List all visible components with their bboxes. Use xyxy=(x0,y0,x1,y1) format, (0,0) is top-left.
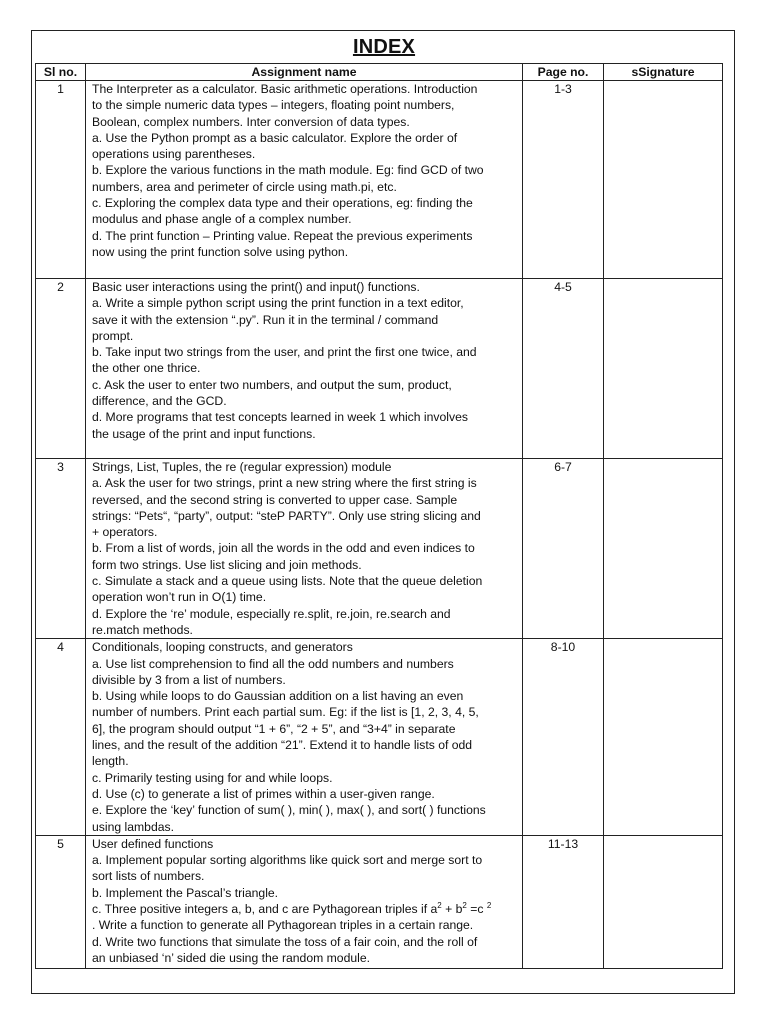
assignment-line: using lambdas. xyxy=(92,819,174,834)
table-row xyxy=(36,459,723,639)
assignment-line: User defined functions xyxy=(92,836,214,851)
sl-number-cell: 5 xyxy=(36,835,86,968)
assignment-line: Strings, List, Tuples, the re (regular expression) module xyxy=(92,460,392,474)
table-header-row xyxy=(36,64,723,81)
page-number-cell: 1-3 xyxy=(523,81,604,279)
assignment-line: b. From a list of words, join all the words in the odd and even indices to xyxy=(92,541,475,556)
assignment-line: numbers, area and perimeter of circle using math.pi, etc. xyxy=(92,179,397,194)
assignment-line: operation won’t run in O(1) time. xyxy=(92,590,267,605)
assignment-line: d. Write two functions that simulate the toss of a fair coin, and the roll of xyxy=(92,934,478,949)
table-row xyxy=(36,835,723,968)
signature-cell xyxy=(604,459,723,639)
signature-cell xyxy=(604,835,723,968)
assignment-line: + operators. xyxy=(92,525,158,540)
signature-cell xyxy=(604,279,723,459)
assignment-line: b. Implement the Pascal’s triangle. xyxy=(92,885,279,900)
assignment-line: length. xyxy=(92,754,129,769)
table-body xyxy=(36,81,723,969)
assignment-line: c. Exploring the complex data type and their operations, eg: finding the xyxy=(92,196,473,211)
header-page-no: Page no. xyxy=(523,64,604,81)
assignment-line: a. Ask the user for two strings, print a new string where the first string is xyxy=(92,476,477,491)
assignment-line: d. Explore the ‘re’ module, especially re.split, re.join, re.search and xyxy=(92,606,451,621)
assignment-line: 6], the program should output “1 + 6”, “2 + 5”, and “3+4” in separate xyxy=(92,721,456,736)
table-row xyxy=(36,81,723,279)
assignment-line: reversed, and the second string is converted to upper case. Sample xyxy=(92,492,458,507)
assignment-line: c. Ask the user to enter two numbers, and output the sum, product, xyxy=(92,377,452,392)
signature-cell xyxy=(604,81,723,279)
assignment-line: sort lists of numbers. xyxy=(92,869,205,884)
assignment-line: operations using parentheses. xyxy=(92,147,256,162)
assignment-line: a. Write a simple python script using the print function in a text editor, xyxy=(92,296,464,311)
assignment-line: modulus and phase angle of a complex number. xyxy=(92,212,352,227)
assignment-line: save it with the extension “.py”. Run it in the terminal / command xyxy=(92,312,439,327)
assignment-name-cell xyxy=(86,835,523,968)
page-number-cell: 4-5 xyxy=(523,279,604,459)
page-title: INDEX xyxy=(352,36,416,58)
assignment-line: an unbiased ‘n’ sided die using the random module. xyxy=(92,950,371,965)
assignment-name-cell xyxy=(86,639,523,836)
assignment-line: c. Three positive integers a, b, and c are Pythagorean triples if $a^2 + b^2 =c$ $^2$ xyxy=(92,900,492,917)
assignment-line: c. Simulate a stack and a queue using lists. Note that the queue deletion xyxy=(92,574,483,589)
assignment-line: the other one thrice. xyxy=(92,361,201,376)
table-row xyxy=(36,639,723,836)
header-signature: sSignature xyxy=(604,64,723,81)
assignment-line: now using the print function solve using python. xyxy=(92,244,349,259)
assignment-line: d. Use (c) to generate a list of primes within a user-given range. xyxy=(92,786,435,801)
assignment-name-cell xyxy=(86,81,523,279)
signature-cell xyxy=(604,639,723,836)
assignment-line: b. Using while loops to do Gaussian addition on a list having an even xyxy=(92,689,464,704)
assignment-line: Conditionals, looping constructs, and generators xyxy=(92,640,353,655)
page-number-cell: 11-13 xyxy=(523,835,604,968)
assignment-line: The Interpreter as a calculator. Basic arithmetic operations. Introduction xyxy=(92,82,478,96)
assignment-line: b. Explore the various functions in the math module. Eg: find GCD of two xyxy=(92,163,484,178)
sl-number-cell: 2 xyxy=(36,279,86,459)
assignment-line: divisible by 3 from a list of numbers. xyxy=(92,672,286,687)
assignment-line: to the simple numeric data types – integers, floating point numbers, xyxy=(92,98,455,113)
assignment-line: a. Implement popular sorting algorithms like quick sort and merge sort to xyxy=(92,853,483,868)
index-table xyxy=(35,63,723,969)
header-sl-no: Sl no. xyxy=(36,64,86,81)
assignment-line: lines, and the result of the addition “21”. Extend it to handle lists of odd xyxy=(92,738,473,753)
assignment-line: d. More programs that test concepts learned in week 1 which involves xyxy=(92,410,468,425)
assignment-line: . Write a function to generate all Pythagorean triples in a certain range. xyxy=(92,918,474,933)
assignment-line: Basic user interactions using the print() and input() functions. xyxy=(92,280,420,294)
assignment-line: strings: “Pets“, “party”, output: “steP PARTY”. Only use string slicing and xyxy=(92,508,481,523)
assignment-line: c. Primarily testing using for and while loops. xyxy=(92,770,333,785)
header-assignment-name: Assignment name xyxy=(86,64,523,81)
assignment-line: re.match methods. xyxy=(92,622,193,637)
assignment-line: number of numbers. Print each partial sum. Eg: if the list is [1, 2, 3, 4, 5, xyxy=(92,705,479,720)
assignment-name-cell xyxy=(86,279,523,459)
assignment-line: a. Use the Python prompt as a basic calculator. Explore the order of xyxy=(92,130,458,145)
assignment-line: b. Take input two strings from the user, and print the first one twice, and xyxy=(92,345,477,360)
page-number-cell: 8-10 xyxy=(523,639,604,836)
assignment-line: the usage of the print and input functions. xyxy=(92,426,316,441)
assignment-line: difference, and the GCD. xyxy=(92,394,227,409)
assignment-line: a. Use list comprehension to find all the odd numbers and numbers xyxy=(92,656,454,671)
sl-number-cell: 1 xyxy=(36,81,86,279)
assignment-line: e. Explore the ‘key’ function of sum( ), min( ), max( ), and sort( ) functions xyxy=(92,803,486,818)
assignment-name-cell xyxy=(86,459,523,639)
assignment-line: prompt. xyxy=(92,328,134,343)
sl-number-cell: 4 xyxy=(36,639,86,836)
assignment-line: Boolean, complex numbers. Inter conversion of data types. xyxy=(92,114,410,129)
assignment-line: form two strings. Use list slicing and join methods. xyxy=(92,557,362,572)
sl-number-cell: 3 xyxy=(36,459,86,639)
assignment-line: d. The print function – Printing value. Repeat the previous experiments xyxy=(92,228,473,243)
table-row xyxy=(36,279,723,459)
page-number-cell: 6-7 xyxy=(523,459,604,639)
